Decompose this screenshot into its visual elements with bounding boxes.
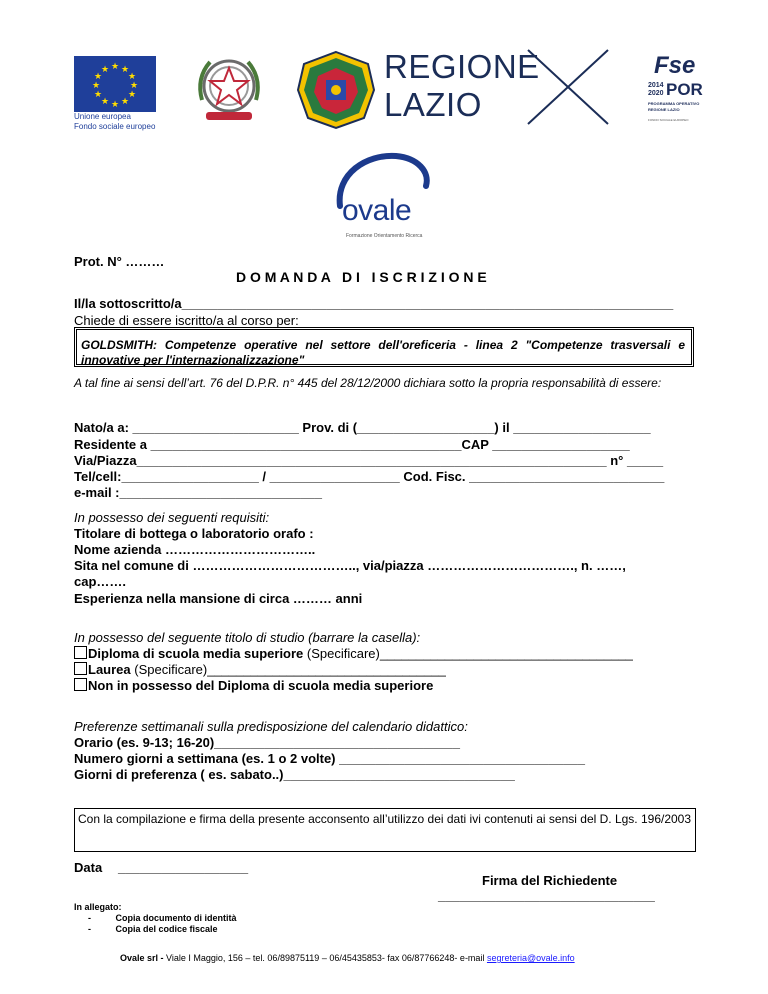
allegato-item: [88, 913, 237, 924]
fse-label: Fse: [654, 52, 696, 79]
svg-text:★: ★: [91, 81, 101, 91]
email-field[interactable]: e-mail :____________________________: [74, 485, 322, 500]
eu-stars-icon: [74, 56, 156, 112]
giorni-preferenza-field[interactable]: Giorni di preferenza ( es. sabato..)________________________________: [74, 767, 515, 782]
svg-text:★: ★: [127, 90, 137, 100]
por-sub3: FONDO SOCIALE EUROPEO: [648, 118, 689, 122]
diploma-option[interactable]: [74, 646, 633, 662]
lazio-text: LAZIO: [384, 86, 482, 123]
ovale-name: ovale: [342, 194, 412, 227]
eu-flag-logo: [74, 56, 156, 112]
ovale-tagline: Formazione Orientamento Ricerca: [346, 233, 423, 239]
star-emblem-icon: [188, 48, 270, 130]
course-title: GOLDSMITH: Competenze operative nel settore dell'oreficeria - linea 2 "Competenze trasversali e innovative per l'internazionalizzazione": [81, 338, 685, 367]
allegato-heading: In allegato:: [74, 902, 122, 912]
svg-text:★: ★: [129, 81, 139, 91]
firma-field[interactable]: ______________________________: [438, 888, 655, 903]
azienda-field[interactable]: Nome azienda ……………………………..: [74, 542, 316, 557]
eu-caption: [74, 112, 174, 132]
por-sub1: PROGRAMMA OPERATIVO: [648, 101, 700, 106]
svg-text:★: ★: [127, 72, 137, 82]
dash-icon: -: [88, 913, 91, 923]
footer: [120, 953, 575, 964]
laurea-option[interactable]: [74, 662, 446, 678]
regione-lazio-logo: [382, 46, 612, 128]
svg-text:★: ★: [120, 97, 130, 107]
residente-field[interactable]: Residente a ___________________________________________CAP ___________________: [74, 437, 630, 452]
preferenze-heading: Preferenze settimanali sulla predisposizione del calendario didattico:: [74, 719, 468, 734]
studio-heading: In possesso del seguente titolo di studio (barrare la casella):: [74, 630, 421, 645]
fse-por-logo: [648, 52, 703, 132]
laurea-specify[interactable]: (Specificare)_________________________________: [130, 662, 446, 677]
svg-text:★: ★: [110, 62, 120, 72]
crest-icon: [296, 50, 376, 130]
dichiara-text: A tal fine ai sensi dell’art. 76 del D.P.R. n° 445 del 28/12/2000 dichiara sotto la propria responsabilità di essere:: [74, 376, 662, 390]
allegato-item-label: Copia del codice fiscale: [115, 924, 218, 934]
svg-text:★: ★: [93, 90, 103, 100]
diploma-checkbox[interactable]: [74, 646, 87, 659]
ovale-logo: [326, 150, 444, 242]
numero-giorni-field[interactable]: Numero giorni a settimana (es. 1 o 2 volte) __________________________________: [74, 751, 585, 766]
svg-text:★: ★: [120, 65, 130, 75]
laurea-label: Laurea: [88, 662, 131, 677]
allegato-item: [88, 924, 218, 935]
page-title: D O M A N D A D I I S C R I Z I O N E: [236, 269, 487, 285]
footer-address: Viale I Maggio, 156 – tel. 06/89875119 – 06/45435853- fax 06/87766248- e-mail: [163, 953, 487, 963]
consenso-box: [74, 808, 696, 852]
eu-caption-line2: Fondo sociale europeo: [74, 122, 156, 131]
footer-company: Ovale srl -: [120, 953, 164, 963]
diploma-label: Diploma di scuola media superiore: [88, 646, 304, 661]
firma-label: Firma del Richiedente: [482, 873, 618, 888]
eu-caption-line1: Unione europea: [74, 112, 131, 121]
non-possesso-option[interactable]: [74, 678, 433, 694]
allegato-item-label: Copia documento di identità: [115, 913, 237, 923]
italian-republic-emblem: [188, 48, 270, 130]
data-field[interactable]: __________________: [118, 860, 249, 875]
svg-text:★: ★: [110, 100, 120, 110]
sottoscritto-field[interactable]: Il/la sottoscritto/a____________________________________________________________________: [74, 296, 674, 311]
via-field[interactable]: Via/Piazza_________________________________________________________________ n° _____: [74, 453, 664, 468]
diploma-specify[interactable]: (Specificare)___________________________________: [303, 646, 633, 661]
orario-field[interactable]: Orario (es. 9-13; 16-20)__________________________________: [74, 735, 460, 750]
por-label: POR: [666, 80, 703, 99]
requisiti-heading: In possesso dei seguenti requisiti:: [74, 510, 270, 525]
esperienza-field[interactable]: Esperienza nella mansione di circa ……… anni: [74, 591, 363, 606]
svg-text:★: ★: [93, 72, 103, 82]
cap-field[interactable]: cap…….: [74, 574, 127, 589]
regione-text: REGIONE: [384, 48, 540, 85]
course-box: [74, 327, 694, 367]
por-sub2: REGIONE LAZIO: [648, 107, 680, 112]
non-possesso-label: Non in possesso del Diploma di scuola media superiore: [88, 678, 434, 693]
svg-text:★: ★: [100, 65, 110, 75]
svg-text:★: ★: [100, 97, 110, 107]
footer-email-link[interactable]: segreteria@ovale.info: [486, 953, 575, 963]
dash-icon: -: [88, 924, 91, 934]
sita-field[interactable]: Sita nel comune di ……………………………….., via/piazza ……………………………., n. ……,: [74, 558, 626, 573]
por-years-top: 2014: [648, 82, 664, 89]
non-possesso-checkbox[interactable]: [74, 678, 87, 691]
chiede-text: Chiede di essere iscritto/a al corso per:: [74, 313, 299, 328]
laurea-checkbox[interactable]: [74, 662, 87, 675]
por-years-bottom: 2020: [648, 90, 664, 97]
data-label: Data: [74, 860, 103, 875]
titolare-text: Titolare di bottega o laboratorio orafo :: [74, 526, 314, 541]
nato-field[interactable]: Nato/a a: _______________________ Prov. di (___________________) il ___________________: [74, 420, 651, 435]
prot-number: Prot. N° ………: [74, 254, 165, 269]
regione-lazio-crest: [296, 50, 376, 130]
tel-field[interactable]: Tel/cell:___________________ / __________________ Cod. Fisc. ___________________________: [74, 469, 665, 484]
consenso-text: Con la compilazione e firma della presente acconsento all’utilizzo dei dati ivi contenuti ai sensi del D. Lgs. 196/2003: [78, 812, 692, 826]
